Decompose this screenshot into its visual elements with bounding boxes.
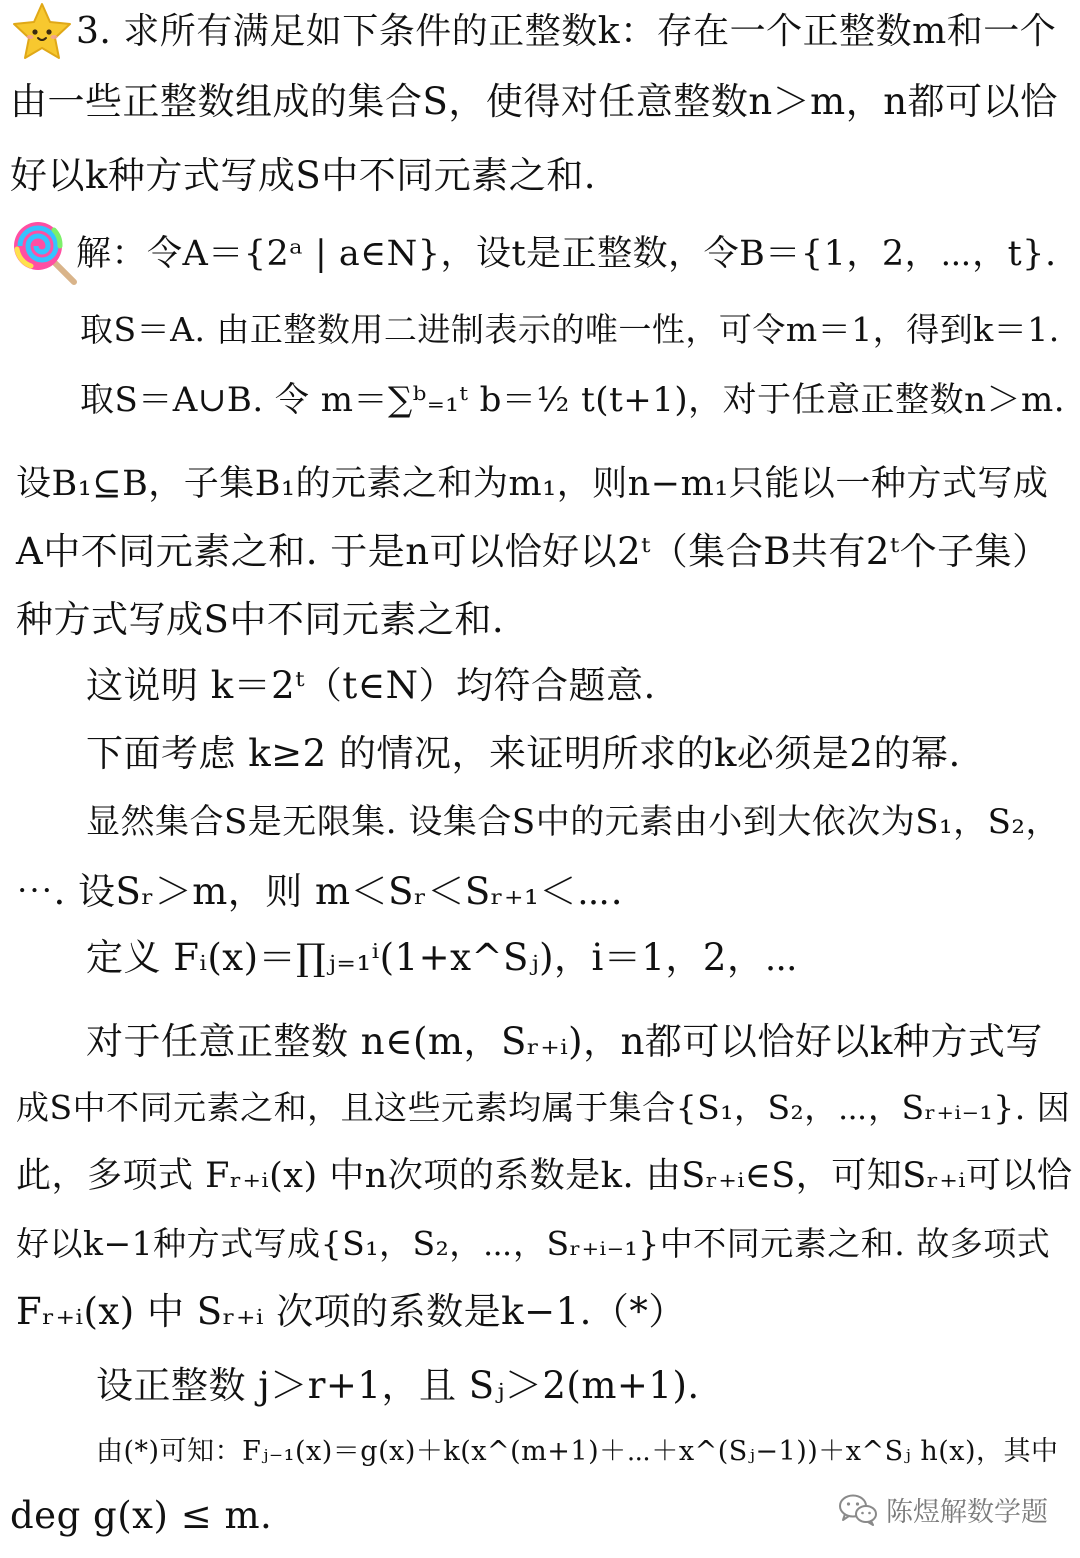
solution-line-4: 设B₁⊆B，子集B₁的元素之和为m₁，则n−m₁只能以一种方式写成 (16, 464, 1049, 504)
solution-line-19: deg g(x) ≤ m. (10, 1494, 273, 1537)
solution-line-8: 下面考虑 k≥2 的情况，来证明所求的k必须是2的幂. (86, 732, 961, 775)
wechat-icon (838, 1493, 878, 1527)
solution-line-1: 解：令A＝{2ᵃ | a∈N}，设t是正整数，令B＝{1，2，⋯，t}. (76, 234, 1057, 274)
solution-line-18: 由(*)可知：Fⱼ₋₁(x)＝g(x)＋k(x^(m+1)＋⋯＋x^(Sⱼ−1))＋x^Sⱼ h(x)，其中 (96, 1436, 1059, 1467)
solution-line-14: 此，多项式 Fᵣ₊ᵢ(x) 中n次项的系数是k. 由Sᵣ₊ᵢ∈S，可知Sᵣ₊ᵢ可以恰 (16, 1156, 1073, 1196)
solution-line-10: ⋯. 设Sᵣ＞m，则 m＜Sᵣ＜Sᵣ₊₁＜⋯. (16, 870, 623, 913)
solution-line-3: 取S＝A∪B. 令 m＝∑ᵇ₌₁ᵗ b＝½ t(t+1)，对于任意正整数n＞m. (80, 380, 1066, 420)
watermark (838, 1490, 1048, 1529)
problem-line-3: 好以k种方式写成S中不同元素之和. (10, 154, 597, 197)
solution-line-5: A中不同元素之和. 于是n可以恰好以2ᵗ（集合B共有2ᵗ个子集） (16, 530, 1050, 573)
solution-line-11: 定义 Fᵢ(x)＝∏ⱼ₌₁ⁱ(1+x^Sⱼ)，i＝1，2，⋯ (86, 936, 799, 979)
solution-line-15: 好以k−1种方式写成{S₁，S₂，⋯，Sᵣ₊ᵢ₋₁}中不同元素之和. 故多项式 (16, 1224, 1051, 1263)
solution-line-2: 取S＝A. 由正整数用二进制表示的唯一性，可令m＝1，得到k＝1. (80, 310, 1060, 349)
solution-line-9: 显然集合S是无限集. 设集合S中的元素由小到大依次为S₁，S₂， (86, 802, 1061, 842)
problem-line-2: 由一些正整数组成的集合S，使得对任意整数n＞m，n都可以恰 (10, 80, 1058, 123)
solution-line-16: Fᵣ₊ᵢ(x) 中 Sᵣ₊ᵢ 次项的系数是k−1.（*） (16, 1290, 686, 1333)
solution-line-12: 对于任意正整数 n∈(m，Sᵣ₊ᵢ)，n都可以恰好以k种方式写 (86, 1020, 1043, 1063)
solution-line-7: 这说明 k＝2ᵗ（t∈N）均符合题意. (86, 664, 656, 707)
solution-line-6: 种方式写成S中不同元素之和. (16, 598, 505, 641)
lollipop-emoji-icon (10, 218, 80, 288)
solution-line-13: 成S中不同元素之和，且这些元素均属于集合{S₁，S₂，⋯，Sᵣ₊ᵢ₋₁}. 因 (16, 1088, 1071, 1127)
star-emoji-icon (10, 0, 74, 64)
watermark-text: 陈煜解数学题 (886, 1497, 1048, 1528)
solution-line-17: 设正整数 j＞r+1，且 Sⱼ＞2(m+1). (96, 1364, 700, 1407)
problem-line-1: 3. 求所有满足如下条件的正整数k：存在一个正整数m和一个 (76, 11, 1057, 52)
